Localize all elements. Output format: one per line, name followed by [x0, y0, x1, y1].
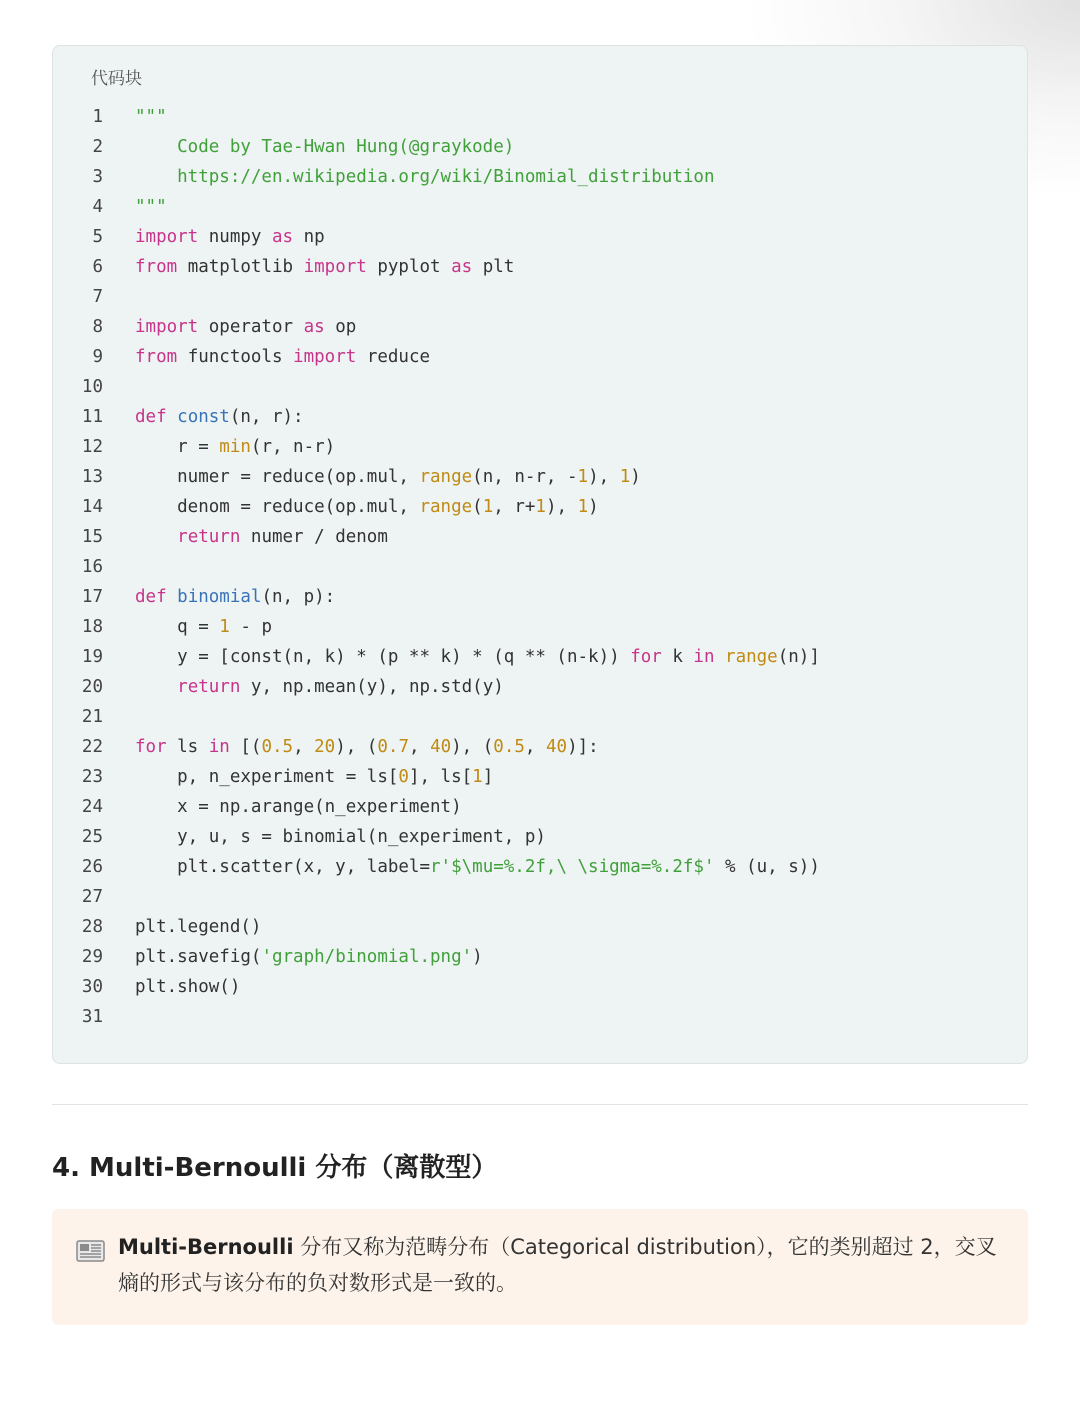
line-number: 7	[92, 287, 103, 307]
line-number: 22	[81, 737, 103, 757]
code-token: as	[271, 227, 294, 247]
code-token: for	[135, 737, 167, 757]
code-token: pyplot	[366, 257, 452, 277]
line-number: 21	[81, 707, 103, 727]
code-token: (n)]	[777, 647, 820, 667]
line-number: 28	[81, 917, 103, 937]
code-line	[53, 612, 1027, 642]
code-token: 1	[219, 617, 230, 637]
code-token	[167, 407, 178, 427]
code-token: r'$\mu=%.2f,\ \sigma=%.2f$'	[430, 857, 715, 877]
line-number: 20	[81, 677, 103, 697]
code-token: return	[177, 677, 241, 697]
line-number: 17	[81, 587, 103, 607]
code-line	[53, 342, 1027, 372]
line-number: 29	[81, 947, 103, 967]
line-number: 2	[92, 137, 103, 157]
code-token: min	[219, 437, 251, 457]
code-token: r =	[135, 437, 220, 457]
code-token: ,	[524, 737, 546, 757]
code-token: return	[177, 527, 241, 547]
line-code	[135, 312, 356, 342]
code-token: 0.5	[261, 737, 294, 757]
code-token: plt.scatter(x, y, label=	[135, 857, 431, 877]
line-number: 18	[81, 617, 103, 637]
code-token: plt	[472, 257, 515, 277]
line-code	[135, 132, 514, 162]
code-token: in	[208, 737, 230, 757]
callout-text	[118, 1229, 1008, 1301]
section-heading: 4. Multi-Bernoulli 分布（离散型）	[52, 1153, 498, 1183]
line-number: 6	[92, 257, 103, 277]
code-token: """	[135, 197, 167, 217]
callout-bold-term: Multi-Bernoulli	[118, 1235, 294, 1259]
code-line	[53, 102, 1027, 132]
code-token: as	[303, 317, 325, 337]
line-code	[135, 822, 546, 852]
code-token: Code by Tae-Hwan Hung(@graykode)	[135, 137, 515, 157]
line-number: 1	[92, 107, 103, 127]
code-line	[53, 552, 1027, 582]
line-code	[135, 732, 599, 762]
code-token: 20	[314, 737, 336, 757]
code-line	[53, 822, 1027, 852]
code-token: )	[630, 467, 641, 487]
code-token: 1	[472, 767, 483, 787]
code-token: ), (	[335, 737, 378, 757]
code-line	[53, 522, 1027, 552]
code-line	[53, 672, 1027, 702]
line-code	[135, 762, 493, 792]
code-token: (n, p):	[261, 587, 336, 607]
code-token: 40	[545, 737, 568, 757]
line-code	[135, 912, 261, 942]
line-code	[135, 522, 388, 552]
line-code	[135, 582, 335, 612]
code-line	[53, 372, 1027, 402]
code-block	[52, 45, 1028, 1064]
line-code	[135, 342, 430, 372]
code-token	[135, 527, 177, 547]
code-line	[53, 642, 1027, 672]
code-token: as	[451, 257, 473, 277]
code-line	[53, 942, 1027, 972]
code-token: ls	[166, 737, 209, 757]
code-line	[53, 222, 1027, 252]
code-token: 1	[535, 497, 546, 517]
code-token: 1	[619, 467, 631, 487]
code-token: functools	[177, 347, 294, 367]
code-token: 1	[482, 497, 494, 517]
code-token: plt.show()	[135, 977, 241, 997]
line-number: 5	[92, 227, 103, 247]
code-line	[53, 1002, 1027, 1032]
code-token: % (u, s))	[714, 857, 820, 877]
line-number: 4	[92, 197, 103, 217]
code-token: y, u, s = binomial(n_experiment, p)	[135, 827, 546, 847]
code-token: https://en.wikipedia.org/wiki/Binomial_distribution	[135, 167, 715, 187]
code-token: def	[135, 587, 167, 607]
code-token: import	[303, 257, 367, 277]
code-token: - p	[229, 617, 272, 637]
line-code	[135, 642, 820, 672]
line-code	[135, 162, 714, 192]
code-token: 1	[577, 467, 589, 487]
code-token	[714, 647, 725, 667]
code-token: 40	[430, 737, 452, 757]
line-code	[135, 102, 167, 132]
line-code	[135, 252, 514, 282]
code-line	[53, 282, 1027, 312]
code-token: 1	[577, 497, 589, 517]
code-token: denom = reduce(op.mul,	[135, 497, 420, 517]
code-line	[53, 462, 1027, 492]
code-token: reduce	[356, 347, 431, 367]
code-token: const	[177, 407, 230, 427]
callout-text-line2: 熵的形式与该分布的负对数形式是一致的。	[118, 1271, 517, 1295]
line-code	[135, 942, 483, 972]
code-token: range	[725, 647, 778, 667]
line-code	[135, 462, 641, 492]
code-line	[53, 582, 1027, 612]
line-code	[135, 612, 272, 642]
code-token: 'graph/binomial.png'	[261, 947, 473, 967]
code-token: )	[472, 947, 483, 967]
code-token: binomial	[177, 587, 262, 607]
code-line	[53, 432, 1027, 462]
line-number: 16	[81, 557, 103, 577]
line-code	[135, 432, 335, 462]
code-token: 0	[398, 767, 409, 787]
line-number: 3	[92, 167, 103, 187]
code-line	[53, 882, 1027, 912]
code-token: for	[630, 647, 662, 667]
line-code	[135, 972, 240, 1002]
line-code	[135, 672, 504, 702]
line-number: 24	[81, 797, 103, 817]
code-token: op	[324, 317, 357, 337]
line-number: 23	[81, 767, 103, 787]
line-number: 8	[92, 317, 103, 337]
code-line	[53, 702, 1027, 732]
code-token: ,	[408, 737, 431, 757]
code-token: import	[135, 317, 199, 337]
code-line	[53, 132, 1027, 162]
code-token: k	[661, 647, 694, 667]
code-token: ),	[588, 467, 620, 487]
line-code	[135, 222, 325, 252]
code-token: q =	[135, 617, 220, 637]
line-number: 9	[92, 347, 103, 367]
code-token: y, np.mean(y), np.std(y)	[240, 677, 504, 697]
line-code	[135, 192, 167, 222]
code-line	[53, 732, 1027, 762]
code-token: numer / denom	[240, 527, 388, 547]
callout-text-line1: 分布又称为范畴分布（Categorical distribution），它的类别超过 2，交叉	[293, 1235, 997, 1259]
section-divider	[52, 1104, 1028, 1105]
code-block-title: 代码块	[91, 69, 142, 89]
code-token: 0.5	[493, 737, 525, 757]
code-token: p, n_experiment = ls[	[135, 767, 399, 787]
code-token: (n, n-r, -	[472, 467, 578, 487]
code-token: plt.savefig(	[135, 947, 262, 967]
line-number: 13	[81, 467, 103, 487]
code-token: ], ls[	[408, 767, 473, 787]
newspaper-icon	[76, 1239, 106, 1267]
code-line	[53, 972, 1027, 1002]
line-number: 11	[81, 407, 103, 427]
line-number: 30	[81, 977, 103, 997]
info-callout	[52, 1209, 1028, 1325]
code-token: np	[293, 227, 325, 247]
line-number: 12	[81, 437, 103, 457]
code-token: range	[419, 497, 473, 517]
code-token: import	[135, 227, 199, 247]
code-token: plt.legend()	[135, 917, 262, 937]
code-token: )]:	[567, 737, 599, 757]
code-line	[53, 852, 1027, 882]
line-number: 31	[81, 1007, 103, 1027]
code-token: , r+	[493, 497, 536, 517]
line-number: 25	[81, 827, 103, 847]
code-line	[53, 252, 1027, 282]
code-token: ]	[482, 767, 494, 787]
line-code	[135, 492, 599, 522]
code-token: range	[419, 467, 473, 487]
line-number: 15	[81, 527, 103, 547]
line-code	[135, 852, 820, 882]
code-line	[53, 912, 1027, 942]
code-line	[53, 312, 1027, 342]
code-lines	[53, 102, 1027, 1032]
code-token: ),	[545, 497, 578, 517]
code-token: operator	[198, 317, 304, 337]
code-token: (r, n-r)	[250, 437, 336, 457]
code-line	[53, 792, 1027, 822]
code-token: in	[693, 647, 715, 667]
code-line	[53, 492, 1027, 522]
code-token: from	[135, 257, 178, 277]
code-token: y = [const(n, k) * (p ** k) * (q ** (n-k))	[135, 647, 631, 667]
code-token	[167, 587, 178, 607]
code-line	[53, 762, 1027, 792]
line-code	[135, 792, 462, 822]
line-code	[135, 402, 304, 432]
code-token: numpy	[198, 227, 272, 247]
code-token	[135, 677, 177, 697]
code-token: 0.7	[377, 737, 409, 757]
code-token: def	[135, 407, 167, 427]
code-token: ), (	[451, 737, 494, 757]
code-token: (n, r):	[229, 407, 304, 427]
code-line	[53, 402, 1027, 432]
line-number: 19	[81, 647, 103, 667]
code-token: (	[472, 497, 483, 517]
code-token: [(	[229, 737, 262, 757]
code-token: from	[135, 347, 178, 367]
code-token: ,	[293, 737, 315, 757]
code-token: import	[293, 347, 357, 367]
code-token: matplotlib	[177, 257, 304, 277]
code-token: )	[588, 497, 599, 517]
line-number: 14	[81, 497, 103, 517]
code-token: """	[135, 107, 167, 127]
code-line	[53, 192, 1027, 222]
code-token: numer = reduce(op.mul,	[135, 467, 420, 487]
code-token: x = np.arange(n_experiment)	[135, 797, 462, 817]
line-number: 27	[81, 887, 103, 907]
line-number: 26	[81, 857, 103, 877]
line-number: 10	[81, 377, 103, 397]
code-line	[53, 162, 1027, 192]
